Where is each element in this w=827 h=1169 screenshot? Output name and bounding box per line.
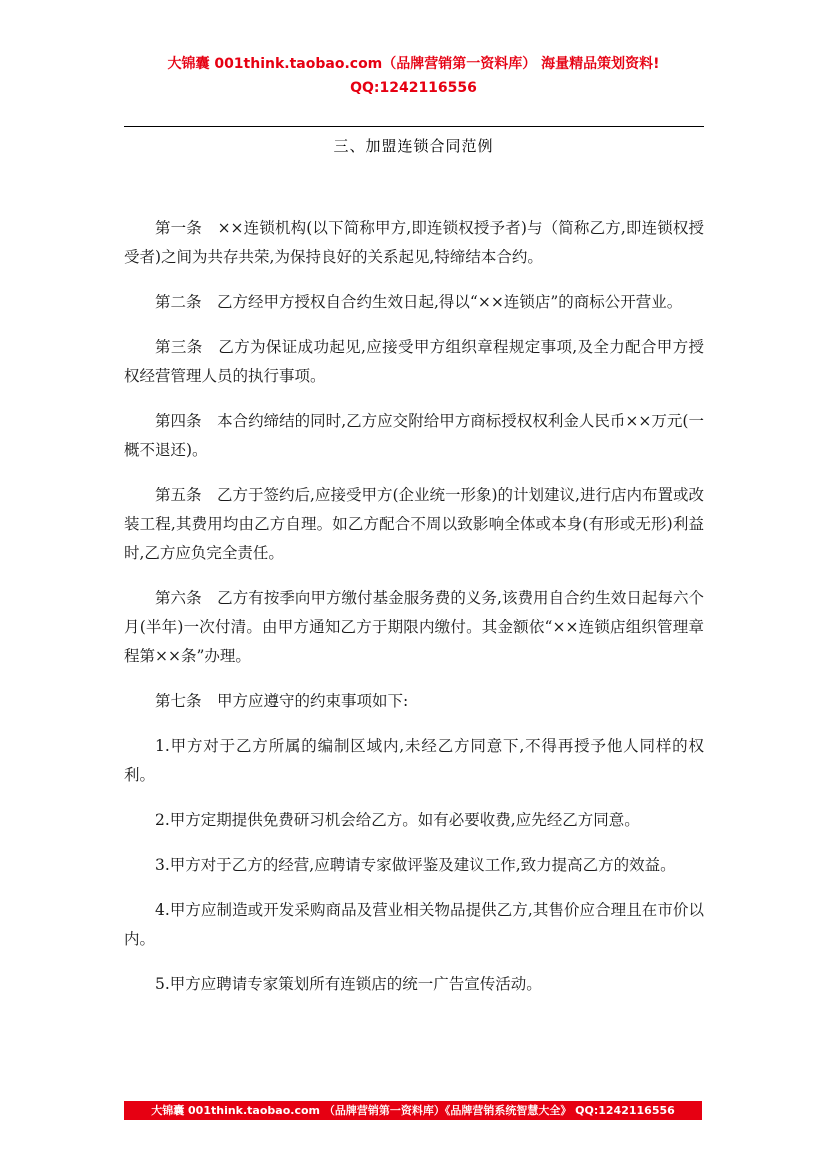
article-7: 第七条 甲方应遵守的约束事项如下: [155,692,409,710]
list-item-2: 2.甲方定期提供免费研习机会给乙方。如有必要收费,应先经乙方同意。 [155,811,640,829]
header-divider [124,126,704,127]
list-item-5: 5.甲方应聘请专家策划所有连锁店的统一广告宣传活动。 [155,975,542,993]
list-item-1: 1.甲方对于乙方所属的编制区域内,未经乙方同意下,不得再授予他人同样的权利。 [124,737,704,784]
article-1: 第一条 ××连锁机构(以下简称甲方,即连锁权授予者)与（简称乙方,即连锁权授受者)之间为共存共荣,为保持良好的关系起见,特缔结本合约。 [124,219,704,266]
document-body [124,214,704,1015]
document-title: 三、加盟连锁合同范例 [333,137,494,155]
page-footer-banner: 大锦囊 001think.taobao.com （品牌营销第一资料库）《品牌营销系统智慧大全》 QQ:1242116556 [124,1101,702,1120]
article-2: 第二条 乙方经甲方授权自合约生效日起,得以“××连锁店”的商标公开营业。 [155,293,683,311]
header-line-2: QQ:1242116556 [350,80,477,96]
list-item-4: 4.甲方应制造或开发采购商品及营业相关物品提供乙方,其售价应合理且在市价以内。 [124,901,704,948]
article-6: 第六条 乙方有按季向甲方缴付基金服务费的义务,该费用自合约生效日起每六个月(半年)一次付清。由甲方通知乙方于期限内缴付。其金额依“××连锁店组织管理章程第××条”办理。 [124,589,704,665]
list-item-3: 3.甲方对于乙方的经营,应聘请专家做评鉴及建议工作,致力提高乙方的效益。 [155,856,676,874]
article-4: 第四条 本合约缔结的同时,乙方应交附给甲方商标授权权利金人民币××万元(一概不退还)。 [124,412,704,459]
article-3: 第三条 乙方为保证成功起见,应接受甲方组织章程规定事项,及全力配合甲方授权经营管理人员的执行事项。 [124,338,704,385]
header-line-1: 大锦囊 001think.taobao.com（品牌营销第一资料库） 海量精品策划资料! [167,56,660,72]
article-5: 第五条 乙方于签约后,应接受甲方(企业统一形象)的计划建议,进行店内布置或改装工程,其费用均由乙方自理。如乙方配合不周以致影响全体或本身(有形或无形)利益时,乙方应负完全责任。 [124,486,704,562]
page-header [0,52,827,100]
